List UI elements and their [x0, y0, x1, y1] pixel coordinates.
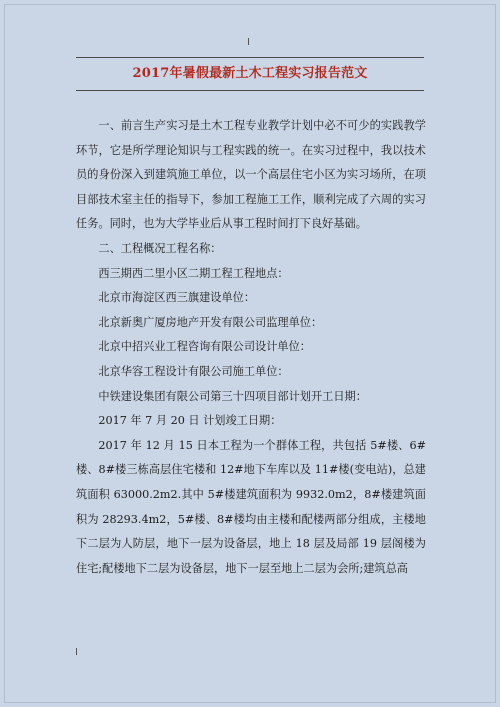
paragraph-preface: 一、前言生产实习是土木工程专业教学计划中必不可少的实践教学环节，它是所学理论知识与工程实践的统一。在实习过程中，我以技术员的身份深入到建筑施工单位，以一个高层住宅小区为实习场所，在项目部技术室主任的指导下，参加工程施工工作，顺利完成了六周的实习任务。同时，也为大学毕业后从事工程时间打下良好基础。 [76, 119, 426, 231]
document-title: 2017年暑假最新土木工程实习报告范文 [132, 66, 368, 81]
paragraph-start-date: 2017 年 7 月 20 日 计划竣工日期： [98, 414, 282, 428]
paragraph-construction-company: 中铁建设集团有限公司第三十四项目部计划开工日期： [98, 389, 367, 403]
paragraph-project-overview: 2017 年 12 月 15 日本工程为一个群体工程，共包括 5#楼、6#楼、8#楼三栋高层住宅楼和 12#地下车库以及 11#楼(变电站)，总建筑面积 63000.2m2.其中 5#楼建筑面积为 9932.0m2，8#楼建筑面积为 28293.4m2，5#楼、8#楼均由主楼和配楼两部分组成，主楼地下二层为人防层，地下一层为设备层，地上 18 层及局部 19 层阁楼为住宅;配楼地下二层为设备层，地下一层至地上二层为会所;建筑总高 [76, 438, 426, 575]
title-bottom-rule [76, 90, 424, 91]
bottom-text-cursor-mark [76, 648, 77, 655]
paragraph-project-name: 二、工程概况工程名称： [98, 241, 222, 255]
paragraph-supervisor: 北京新奥广厦房地产开发有限公司监理单位： [98, 315, 323, 329]
document-body [76, 114, 426, 581]
paragraph-project-location: 西三期西二里小区二期工程工程地点： [98, 266, 289, 280]
top-text-cursor-mark [248, 38, 249, 45]
paragraph-client: 北京市海淀区西三旗建设单位： [98, 291, 256, 305]
paragraph-designer: 北京中招兴业工程咨询有限公司设计单位： [98, 340, 311, 354]
paragraph-contractor: 北京华容工程设计有限公司施工单位： [98, 364, 289, 378]
